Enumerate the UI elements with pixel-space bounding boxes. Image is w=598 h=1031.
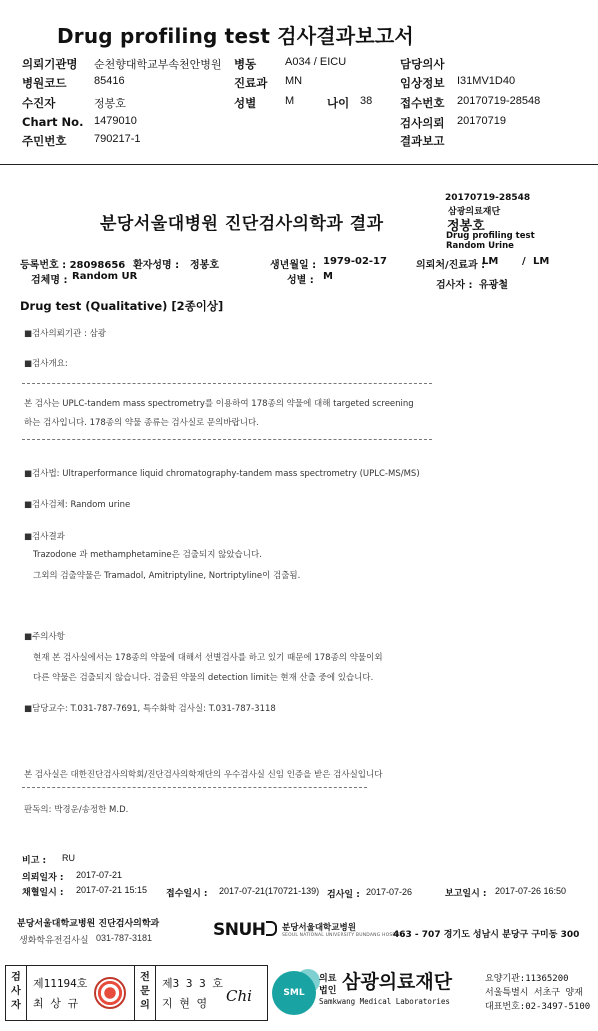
sampling-label: 채혈일시 :: [22, 888, 64, 898]
receipt-no-label: 접수번호: [400, 96, 445, 110]
sml-logo: SML: [272, 971, 316, 1015]
result-line-1: Trazodone 과 methamphetamine은 검출되지 않았습니다.: [33, 550, 262, 560]
report-title: 분당서울대병원 진단검사의학과 결과: [100, 214, 384, 234]
method-line: ■검사법: Ultraperformance liquid chromatography-tandem mass spectrometry (UPLC-MS/MS): [24, 469, 420, 479]
stamp-specimen: Random Urine: [446, 241, 514, 251]
institution-code: 요양기관:11365200: [485, 974, 569, 984]
client-value: LM: [482, 256, 499, 267]
dob-value: 1979-02-17: [323, 256, 387, 267]
sex-label: 성별: [234, 96, 257, 110]
report-header: [0, 0, 598, 165]
request-label: 검사의뢰: [400, 116, 445, 130]
snuh-hospital-subtitle: SEOUL NATIONAL UNIVERSITY BUNDANG HOSPITAL: [282, 933, 406, 938]
request-date-label: 의뢰일자 :: [22, 873, 64, 883]
stamp-org: 삼광의료재단: [448, 207, 501, 217]
examiner-license-no: 제11194호: [33, 977, 88, 990]
test-date-label: 검사일 :: [327, 890, 360, 900]
receipt-value: 2017-07-21(170721-139): [219, 886, 320, 896]
notice-line-1: 현재 본 검사실에서는 178종의 약물에 대해서 선별검사를 하고 있기 때문에 178종의 약물이외: [33, 653, 383, 663]
physician-label: 담당의사: [400, 57, 445, 71]
sex-value: M: [285, 95, 295, 107]
clinical-info-value: I31MV1D40: [457, 75, 516, 87]
hospital-code-value: 85416: [94, 75, 125, 87]
institution-label: 의뢰기관명: [22, 57, 78, 71]
examiner-value: 유광철: [479, 280, 508, 291]
reviewer-vertical-2: 문: [140, 986, 150, 997]
reader-line: 판독의: 박경운/송정한 M.D.: [24, 805, 129, 815]
examiner-vertical-3: 자: [11, 1000, 21, 1011]
result-heading: ■검사결과: [24, 532, 65, 542]
examiner-name: 최 상 규: [33, 997, 79, 1010]
divider: [22, 787, 367, 788]
stamp-test-name: Drug profiling test: [446, 231, 535, 241]
contact-line: ■담당교수: T.031-787-7691, 특수화학 검사실: T.031-787-3118: [24, 704, 276, 714]
snuh-logo-mark-icon: [266, 921, 277, 936]
report-label: 결과보고: [400, 134, 445, 148]
patient-name-value: 정봉호: [190, 260, 219, 271]
test-date-value: 2017-07-26: [366, 887, 413, 897]
resident-label: 주민번호: [22, 134, 67, 148]
signature-strip: [0, 963, 598, 1031]
notice-heading: ■주의사항: [24, 632, 65, 642]
client-value-2: LM: [533, 256, 550, 267]
report-date-value: 2017-07-26 16:50: [495, 886, 567, 896]
hospital-address: 463 - 707 경기도 성남시 분당구 구미동 300: [393, 930, 580, 940]
client-separator: /: [522, 256, 526, 267]
examiner-vertical-2: 사: [11, 986, 21, 997]
chart-value: 1479010: [94, 115, 137, 127]
report-sex-value: M: [323, 271, 333, 282]
patient-name-label: 환자성명 :: [133, 260, 180, 271]
section-title: Drug test (Qualitative) [2종이상]: [20, 299, 224, 313]
agency-line: ■검사의뢰기관 : 삼광: [24, 329, 106, 339]
receipt-label: 접수일시 :: [166, 889, 208, 899]
resident-value: 790217-1: [94, 133, 141, 145]
client-label: 의뢰처/진료과 :: [416, 260, 486, 271]
lab-phone: 031-787-3181: [96, 933, 153, 943]
org-phone: 대표번호:02-3497-5100: [485, 1002, 591, 1012]
patient-value: 정봉호: [94, 98, 126, 110]
specimen-name-value: Random UR: [72, 271, 138, 282]
request-value: 20170719: [457, 115, 506, 127]
divider: [22, 383, 432, 384]
dept-value: MN: [285, 75, 303, 87]
overview-heading: ■검사개요:: [24, 359, 68, 369]
age-value: 38: [360, 95, 373, 107]
org-address: 서울특별시 서초구 양재: [485, 988, 583, 998]
overview-line-2: 하는 검사입니다. 178종의 약물 종류는 검사실로 문의바랍니다.: [24, 418, 259, 428]
org-prefix-2: 법인: [319, 986, 337, 996]
reviewer-name: 지 현 영: [162, 997, 208, 1010]
receipt-no-value: 20170719-28548: [457, 95, 541, 107]
dept-name: 분당서울대학교병원 진단검사의학과: [17, 919, 160, 929]
ward-label: 병동: [234, 57, 257, 71]
handwritten-signature: Chi: [226, 987, 252, 1005]
header-title: Drug profiling test 검사결과보고서: [57, 24, 414, 48]
specimen-name-label: 검체명 :: [31, 275, 68, 286]
examiner-vertical-1: 검: [11, 972, 21, 983]
red-seal-icon: [94, 977, 126, 1009]
remark-label: 비고 :: [22, 856, 47, 866]
sampling-value: 2017-07-21 15:15: [76, 885, 148, 895]
report-sex-label: 성별 :: [287, 275, 314, 286]
stamp-patient-name: 정봉호: [447, 219, 485, 234]
hospital-code-label: 병원코드: [22, 76, 67, 90]
chart-label: Chart No.: [22, 115, 84, 129]
clinical-info-label: 임상정보: [400, 76, 445, 90]
snuh-hospital-name: 분당서울대학교병원: [282, 923, 356, 933]
notice-line-2: 다른 약물은 검출되지 않습니다. 검출된 약물의 detection limit는 현재 산출 중에 있습니다.: [33, 673, 374, 683]
specimen-line: ■검사검체: Random urine: [24, 500, 131, 510]
org-prefix-1: 의료: [319, 974, 337, 984]
registration-number: 등록번호 : 28098656: [20, 260, 126, 271]
snuh-logo: SNUH: [213, 920, 266, 940]
result-line-2: 그외의 검출약물은 Tramadol, Amitriptyline, Nortriptyline이 검출됨.: [33, 571, 301, 581]
ward-value: A034 / EICU: [285, 56, 347, 68]
reviewer-vertical-1: 전: [140, 972, 150, 983]
overview-line-1: 본 검사는 UPLC-tandem mass spectrometry를 이용하여 178종의 약물에 대해 targeted screening: [24, 399, 414, 409]
report-date-label: 보고일시 :: [445, 889, 487, 899]
org-name: 삼광의료재단: [342, 971, 453, 993]
stamp-receipt-id: 20170719-28548: [445, 193, 531, 203]
age-label: 나이: [327, 96, 350, 110]
dob-label: 생년월일 :: [270, 260, 317, 271]
lab-report: [0, 175, 598, 960]
reviewer-license-no: 제3 3 3 호: [162, 977, 223, 990]
patient-label: 수진자: [22, 96, 56, 110]
examiner-label: 검사자 :: [436, 280, 473, 291]
certification-line: 본 검사실은 대한진단검사의학회/진단검사의학재단의 우수검사실 신임 인증을 받은 검사실입니다: [24, 770, 383, 780]
dept-label: 진료과: [234, 76, 268, 90]
remark-value: RU: [62, 853, 75, 863]
divider: [22, 439, 432, 440]
reviewer-vertical-3: 의: [140, 1000, 150, 1011]
institution-value: 순천향대학교부속천안병원: [94, 59, 222, 71]
lab-name: 생화학유전검사실: [19, 935, 89, 945]
org-english-name: Samkwang Medical Laboratories: [319, 997, 450, 1006]
request-date-value: 2017-07-21: [76, 870, 123, 880]
